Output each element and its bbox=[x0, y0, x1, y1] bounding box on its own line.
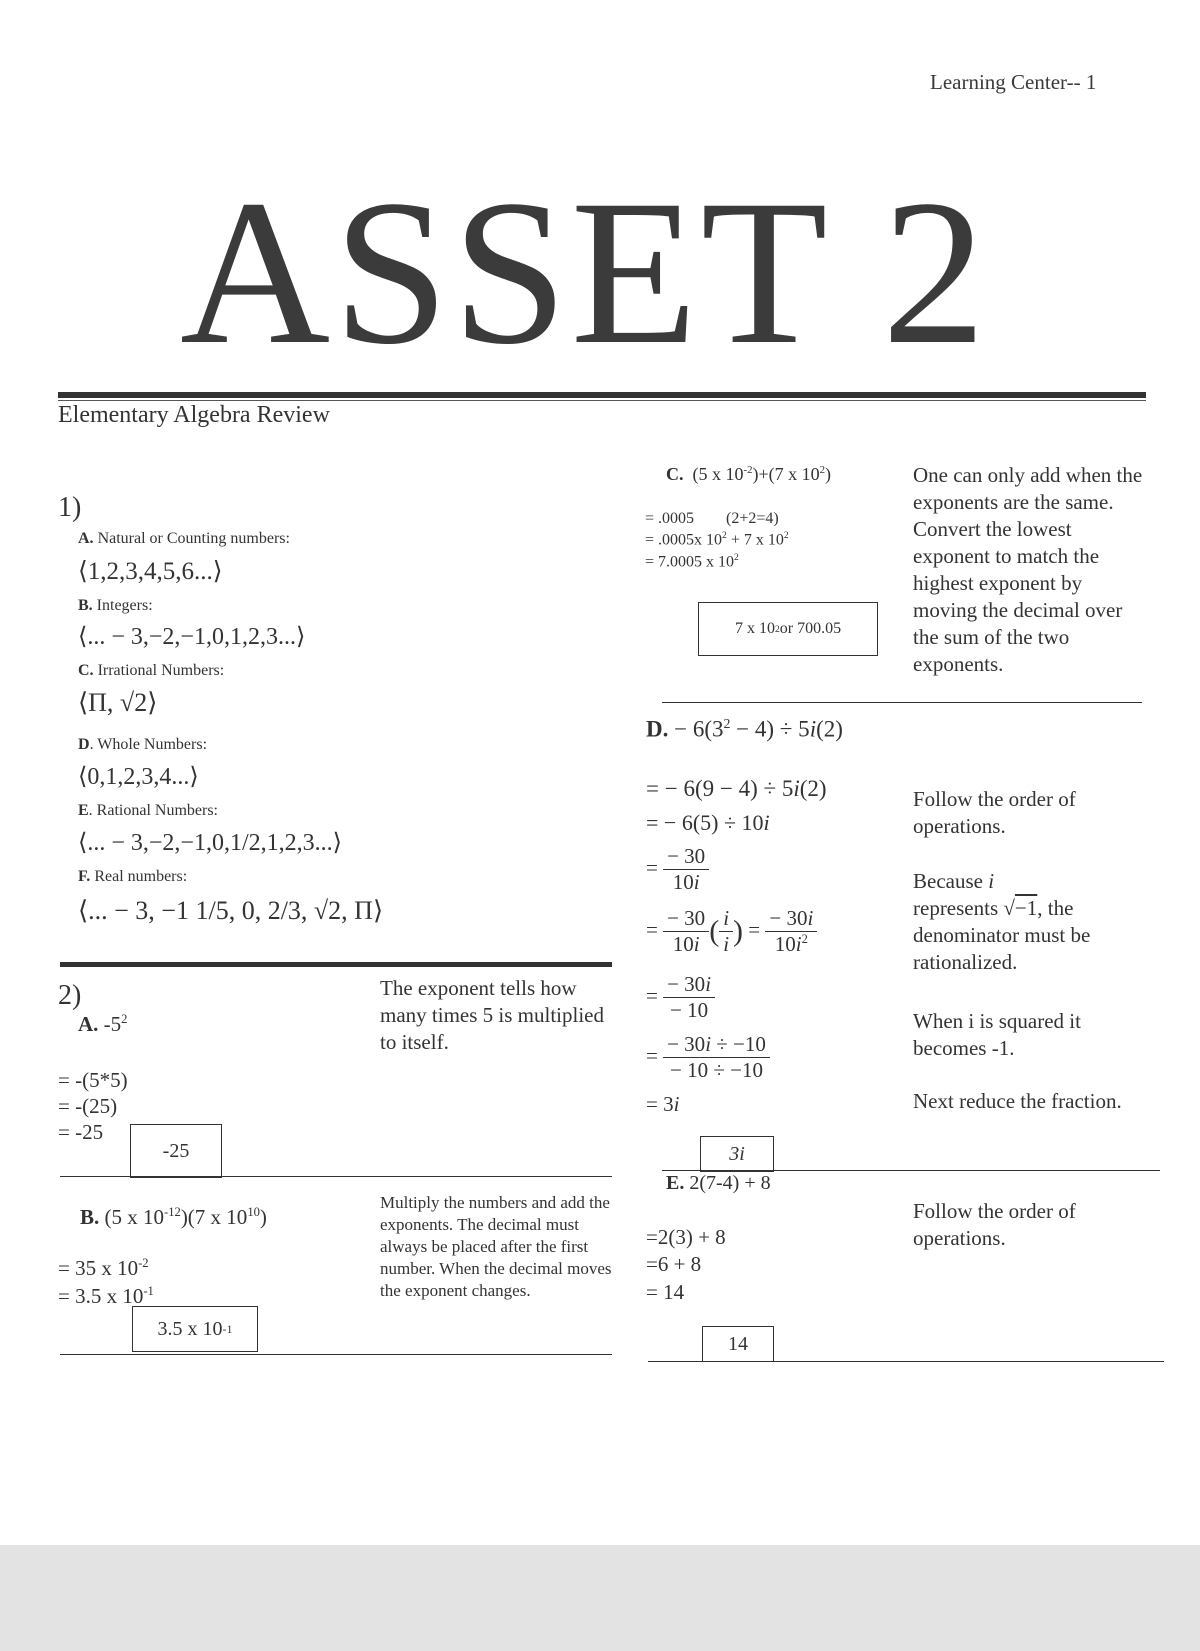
item-1b-text: Integers: bbox=[96, 597, 153, 614]
divider-2a bbox=[60, 1176, 612, 1177]
divider-e bbox=[648, 1361, 1164, 1362]
fraction-d-4b: $\frac{i}{i}$ bbox=[719, 906, 733, 957]
note-e: Follow the order of operations. bbox=[913, 1199, 1076, 1250]
divider-2b bbox=[60, 1354, 612, 1355]
answer-box-c: 7 x 10 2 or 700.05 bbox=[698, 602, 878, 656]
note-d-4: Next reduce the fraction. bbox=[913, 1089, 1122, 1113]
step-e-3: = 14 bbox=[646, 1280, 685, 1304]
set-rational: ⟨... − 3,−2,−1,0,1/2,1,2,3...⟩ bbox=[78, 830, 342, 856]
item-1a bbox=[78, 530, 290, 548]
item-1d bbox=[78, 736, 207, 754]
item-1e-letter: E bbox=[78, 802, 89, 819]
answer-2b-exp: -1 bbox=[222, 1321, 233, 1336]
answer-2b-base: 3.5 x 10 bbox=[157, 1317, 223, 1340]
problem-e-expr: 2(7-4) + 8 bbox=[689, 1172, 771, 1194]
step-2b-1-exp: -2 bbox=[138, 1256, 149, 1270]
title-rule bbox=[58, 392, 1146, 398]
answer-box-e: 14 bbox=[702, 1326, 774, 1362]
problem-2b-letter: B. bbox=[80, 1205, 100, 1229]
scan-margin-band bbox=[0, 1545, 1200, 1651]
item-1c-letter: C. bbox=[78, 662, 94, 679]
step-c-2-b: + 7 x 10 bbox=[726, 531, 784, 549]
step-2b-2-base: = 3.5 x 10 bbox=[58, 1284, 144, 1308]
section-divider bbox=[60, 962, 612, 967]
step-2b-1 bbox=[58, 1256, 149, 1281]
note-2b: Multiply the numbers and add the exponents. The decimal must always be placed after the first number. When the decimal moves the exponent changes. bbox=[380, 1193, 612, 1300]
answer-c-tail: or 700.05 bbox=[779, 620, 842, 637]
answer-box-2b bbox=[132, 1306, 258, 1352]
note-d-2: Because i represents √−1, the denominator must be rationalized. bbox=[913, 869, 1091, 974]
item-1c bbox=[78, 662, 224, 680]
step-2a-3: = -25 bbox=[58, 1120, 104, 1144]
set-whole: ⟨0,1,2,3,4...⟩ bbox=[78, 764, 199, 790]
problem-d-letter: D. bbox=[646, 716, 669, 742]
step-2a-1: = -(5*5) bbox=[58, 1068, 128, 1092]
step-d-5: = $\frac{- 30i}{- 10}$ bbox=[646, 972, 715, 1023]
item-1f-letter: F. bbox=[78, 868, 91, 885]
step-e-1: =2(3) + 8 bbox=[646, 1225, 726, 1249]
answer-box-2a: -25 bbox=[130, 1124, 222, 1178]
page-subtitle: Elementary Algebra Review bbox=[58, 402, 330, 428]
step-d-1: = − 6(9 − 4) ÷ 5i(2) bbox=[646, 776, 827, 801]
step-e-2: =6 + 8 bbox=[646, 1252, 702, 1276]
step-2a-2: = -(25) bbox=[58, 1094, 118, 1118]
note-2a: The exponent tells how many times 5 is multiplied to itself. bbox=[380, 976, 604, 1054]
step-d-3: = $\frac{- 30}{10i}$ bbox=[646, 844, 709, 895]
problem-2a-expr: -5 bbox=[103, 1012, 122, 1036]
item-1f bbox=[78, 868, 187, 886]
step-c-3-text: = 7.0005 x 10 bbox=[645, 553, 735, 571]
divider-c bbox=[662, 702, 1142, 703]
title-rule-thin bbox=[58, 400, 1146, 401]
problem-c-letter: C. bbox=[666, 464, 684, 484]
note-d-2-c: , the denominator must be rationalized. bbox=[913, 896, 1091, 974]
step-c-2-a: = .0005x 10 bbox=[645, 531, 723, 549]
fraction-d-4c: $\frac{- 30i}{10i^2}$ bbox=[765, 906, 817, 957]
section-2-number: 2) bbox=[58, 980, 82, 1011]
step-d-7: = 3i bbox=[646, 1092, 680, 1116]
page-title: ASSET 2 bbox=[180, 157, 989, 387]
step-c-1-a: = .0005 bbox=[645, 510, 695, 527]
set-irrational: ⟨Π, √2⟩ bbox=[78, 688, 158, 717]
divider-d bbox=[662, 1170, 1160, 1171]
step-c-3: = 7.0005 x $10^2$ bbox=[645, 552, 739, 571]
note-c: One can only add when the exponents are the same. Convert the lowest exponent to match the highest exponent by moving the decimal over the sum of the two exponents. bbox=[913, 463, 1143, 676]
problem-2a: A. $-5^2$ bbox=[78, 1012, 128, 1036]
answer-box-d: 3i bbox=[700, 1136, 774, 1172]
problem-e-letter: E. bbox=[666, 1172, 685, 1194]
problem-e bbox=[666, 1172, 771, 1195]
page-header: Learning Center-- 1 bbox=[930, 70, 1097, 94]
step-d-4: = $\frac{- 30}{10i}$ ( $\frac{i}{i}$ ) = $\frac{- 30i}{10i^2}$ bbox=[646, 906, 817, 957]
answer-c-base: 7 x 10 bbox=[734, 620, 775, 637]
note-d-2-a: Because bbox=[913, 869, 989, 893]
item-1a-text: Natural or Counting numbers: bbox=[97, 530, 290, 547]
note-d-2-b: represents bbox=[913, 896, 1004, 920]
item-1d-text: . Whole Numbers: bbox=[89, 736, 208, 753]
note-d-1: Follow the order of operations. bbox=[913, 787, 1076, 838]
item-1e bbox=[78, 802, 218, 820]
fraction-d-3: $\frac{- 30}{10i}$ bbox=[663, 844, 709, 895]
set-real: ⟨... − 3, −1 1/5, 0, 2/3, √2, Π⟩ bbox=[78, 896, 384, 925]
item-1b bbox=[78, 597, 153, 615]
step-d-6: = $\frac{- 30i \div -10}{- 10 \div -10}$ bbox=[646, 1032, 770, 1083]
problem-2b: B. (5 x $10^{-12})(7$ x $10^{10}$) bbox=[80, 1205, 267, 1229]
item-1a-letter: A. bbox=[78, 530, 94, 547]
step-c-1-b: (2+2=4) bbox=[726, 510, 779, 527]
fraction-d-4a: $\frac{- 30}{10i}$ bbox=[663, 906, 709, 957]
problem-d: D. − $6(3^2 - 4) \div 5i(2)$ bbox=[646, 716, 843, 742]
note-d-3: When i is squared it becomes -1. bbox=[913, 1009, 1081, 1060]
step-d-2: = − 6(5) ÷ 10i bbox=[646, 810, 770, 835]
section-1-number: 1) bbox=[58, 492, 82, 523]
set-integers: ⟨... − 3,−2,−1,0,1,2,3...⟩ bbox=[78, 624, 306, 650]
set-natural: ⟨1,2,3,4,5,6...⟩ bbox=[78, 558, 223, 585]
item-1c-text: Irrational Numbers: bbox=[97, 662, 225, 679]
item-1d-letter: D bbox=[78, 736, 90, 753]
problem-c: C. (5 x $10^{-2})+(7$ x $10^2$) bbox=[666, 464, 832, 484]
fraction-d-5: $\frac{- 30i}{- 10}$ bbox=[663, 972, 715, 1023]
item-1e-text: . Rational Numbers: bbox=[88, 802, 218, 819]
item-1b-letter: B. bbox=[78, 597, 93, 614]
step-2b-2-exp: -1 bbox=[143, 1284, 154, 1298]
problem-2a-letter: A. bbox=[78, 1012, 99, 1036]
fraction-d-6: $\frac{- 30i \div -10}{- 10 \div -10}$ bbox=[663, 1032, 770, 1083]
step-c-1 bbox=[645, 510, 779, 528]
item-1f-text: Real numbers: bbox=[94, 868, 188, 885]
step-c-2: = .0005x $10^2 + 7$ x $10^2$ bbox=[645, 530, 789, 549]
step-2b-1-base: = 35 x 10 bbox=[58, 1256, 139, 1280]
